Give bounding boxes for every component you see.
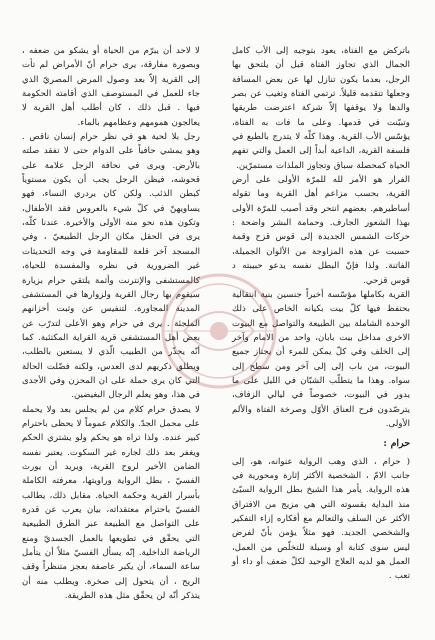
right-paragraph-2: الفرار هو الأمر لله للمرّة الأولى على أرض القرية، بحسب مزاعم أهل القرية وما تقوله أساطيرهم. بعضهم انتحر وقد أصيب للمرّة الأولى بهذا الشعور الجارف. وحمامة البشر واضحة : حركات الشمس الجديدة إلى قوس قزح وقمة حسبت عن هذه المزاوجة من الألوان الجميلة، الفاتنة. ولذا فإنّ البطل نفسه يدعو حبيبته د قوس قزحي.: [232, 175, 410, 286]
right-column: [232, 44, 410, 584]
column-gutter: [217, 40, 218, 600]
right-paragraph-1: باتركض مع الفتاة، يعود بتوجيه إلى الأب كامل الجمال الذي تجاوز الفتاة قبل أن يلتحق بها الرجل، بعدما يكون تنازل لها عن بعض المسافة وجعلها تتقدمه قليلاً. ترتمي الفتاة وتغيب عن بصر والدها ولا يوقفها إلاّ شركة اعترضت طريقها وتبيّنت في قدمها. وعلى ما فات به الفتاة، يؤسّس الأب القرية. وهذا كلّه لا يتدرج بالطبع في فلسفة القرية، الداعية أبداً إلى العمل والتي تفهم الحياة كمحصلة سباق وتجاوز الملذات مستمرّين.: [232, 46, 410, 171]
left-paragraph-3: لا يصدق حرام كلام من لم يجلس بعد ولا يحمله على محمل الجدّ. والكلام عموماً لا يحظى باحترام كبير عنده. ولذا تراه هو يحكم ولو يشتري الحكم ويغفر بعد ذلك لجاره غير السكوت. يعتبر نفسه الضامن الأخير لروح القرية، ويريد أن يورث الفسيّ ، بطل الرواية وراويتها، معرفته الكاملة بأسرار القرية وحكمة الحياة. مقابل ذلك، يطالب الفسيّ باحترام معتقداته، بيان يعرب عن قدرة على التواصل مع الطبيعة عبر الطرق الطبيعية التي يحقّق في تطويعها بالعمل الجسديّ ومنع الرياضة الداخلية. إنّه يسأل الفسيّ مثلاً أن يتأمل ساعة السماء، أن يكبر عاصفة بعجز متنظراً وقف الريح ، أن يتحول إلى صخرة. ويطلب منه أن يتذكر أنّه لن يحقّق مثل هذه الطريقة.: [22, 404, 200, 602]
right-paragraph-3: القرية بكاملها مؤسّسة أخيراً جنسين بنية انتقالية بحتفظ فيها كلّ بيت بكيانه الخاص على ذلك الوحدة الشاملة بين الطبيعة والتواصل مع البيوت الاخرى مداخل بيت بابان، واحد من الامام وآخر إلى الخلف وفي كلّ يمكن للمرء أن يجتاز جميع البيوت، من باب إلى إلى آخر ومن سطح إلى سواه. وهذا ما يتطلّب الشبّان في الليل على ما يدور في البيوت، خصوصاً في ليالي الزفاف، يترصّدون فرح العناق الأوّل وصرخة الفتاة والألم الأولى.: [232, 289, 410, 429]
left-paragraph-2: رجل بلا لحية هو في نظر حرام إنسان ناقص . وهو يمشي حافياً على الدوام حتى لا تفقد صلته بالأرض. ويرى في نحافة الرجل علامة على قحوشه، فيظن الرجل يجب أن يكون مستوياً كبطن الذئب. ولكن كان يردري النساء، فهو يساويهنّ في كلّ شيء بالعروس فقد الأطفال، وتكون هذه نحو منه الأولى والأخيرة. عندنا كلّه، يرى في الحقل مكان الرجل الطبيعيّ ، وفي المسجد آخر قلعة للمقاومة في وجه التحديثات غير الضرورية في نظره والمفسدة للحياة، كالمستشفى والإنترنت وأثمة يلتقي حرام بزيارة سيقوم بها رجال القرية ولزوارها في المستشفى المدينة المجاورة. لتنفيس عن وثبت أحزانهم الملجئة . يرى في حرام وهو الأعلى لتدرّب عن بعض أهل المستشفى قرية القراية المكتئبة. كما أنّه يحذّر من الطبيب الّذي لا يستعين بالطلب، ويطلق ذكريهم لدى العدس، ولكنه فضّلت الحالة التي كان يرى حملة على ان المحزن وفي الأجدى في هذا، وهو يعلم الرجال البغيضين.: [22, 132, 200, 401]
left-paragraph-1: لا لاحد أن يبرّم من الحياة أو يشكو من ضعفه ، وبصورة مفارقة، يرى حرام أنّ الأمراض لم تأت إلى القرية إلاّ بعد وصول المرض المصريّ الذي جاء للعمل في المستوصف الذي أقامته الحكومة فيها . قبل ذلك ، كان أطلب أهل القرية لا يعالجون همومهم وعظامهم بالماء.: [22, 46, 200, 128]
section-heading-haram: حرام :: [383, 438, 410, 450]
left-column: [22, 44, 200, 603]
right-section-paragraph-1: ( حرام ، الذي وهب الرواية عنوانه، هو، إلى جانب الامّ ، الشخصية الأكثر إثارة ومحورية في هذه الرواية. يأمر هذا الشيخ بطل الرواية السيّئ منذ البداية بقسوته التي هي مزيج من الافتراق الأكثر عن السلف والتعالم مع أفكاره إزاء التفكير والشخصي الجديد. فهو مثلاً يؤمن بأنّ لفرض ليس سوى كتابة أو وسيلة للتخلّص من العمل، العمل هو لديه العلاج الوحيد لكلّ ضعف أو داء أو تعب .: [232, 456, 410, 582]
